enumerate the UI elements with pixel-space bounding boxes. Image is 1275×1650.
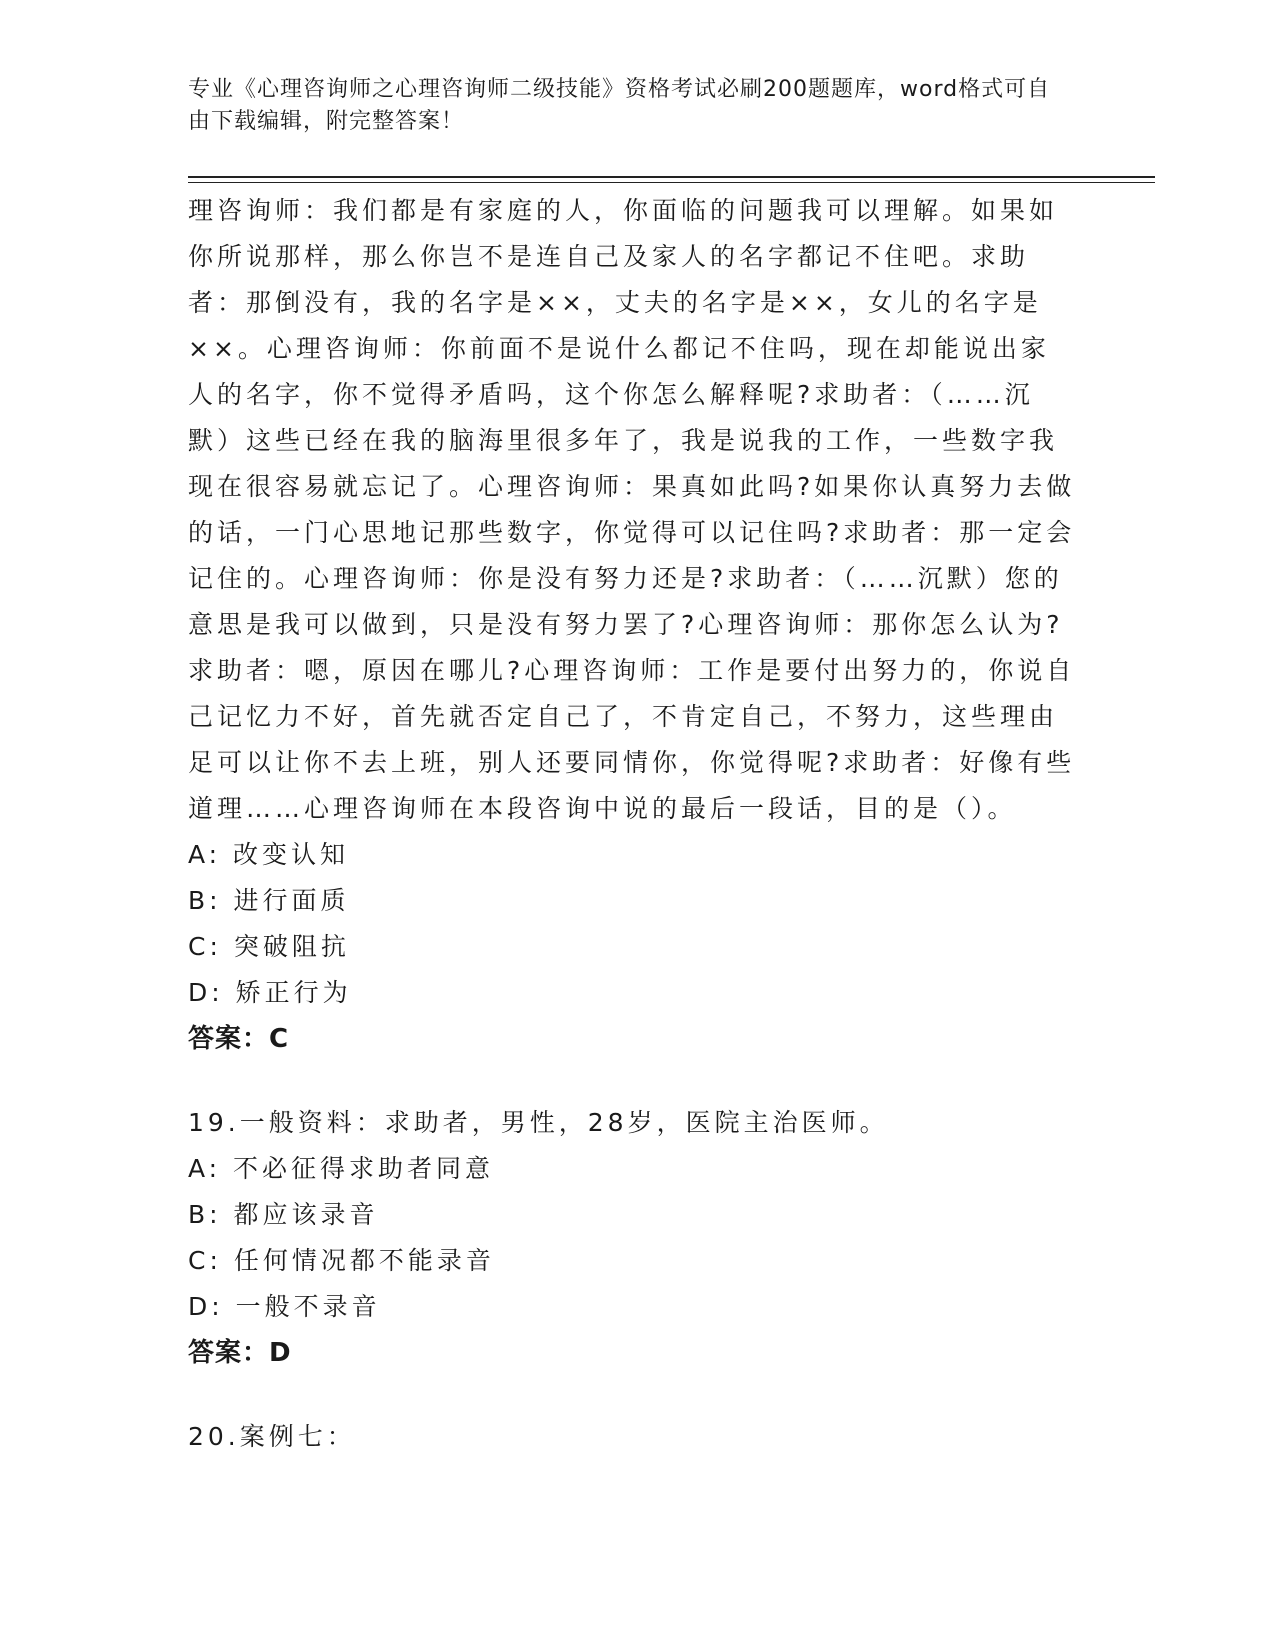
question-20-text: 20.案例七： (188, 1422, 356, 1451)
question-18-option-d: D: 矫正行为 (188, 978, 352, 1007)
header-divider-thick (188, 176, 1155, 178)
section-gap (188, 1376, 1088, 1414)
question-19-option-c: C: 任何情况都不能录音 (188, 1246, 495, 1275)
question-19-text: 19.一般资料：求助者，男性，28岁，医院主治医师。 (188, 1108, 889, 1137)
document-header: 专业《心理咨询师之心理咨询师二级技能》资格考试必刷200题题库，word格式可自由下载编辑，附完整答案！ (188, 77, 1051, 134)
question-18-option-b: B: 进行面质 (188, 886, 350, 915)
question-19-option-d: D: 一般不录音 (188, 1292, 381, 1321)
question-18-option-c: C: 突破阻抗 (188, 932, 350, 961)
question-19-option-a: A: 不必征得求助者同意 (188, 1154, 495, 1183)
header-divider-thin (188, 182, 1155, 183)
document-body (188, 188, 1088, 1460)
question-19-option-b: B: 都应该录音 (188, 1200, 379, 1229)
question-18-text: 理咨询师：我们都是有家庭的人，你面临的问题我可以理解。如果如你所说那样，那么你岂不是连自己及家人的名字都记不住吧。求助者：那倒没有，我的名字是××，丈夫的名字是××，女儿的名字是××。心理咨询师：你前面不是说什么都记不住吗，现在却能说出家人的名字，你不觉得矛盾吗，这个你怎么解释呢?求助者：（……沉默）这些已经在我的脑海里很多年了，我是说我的工作，一些数字我现在很容易就忘记了。心理咨询师：果真如此吗?如果你认真努力去做的话，一门心思地记那些数字，你觉得可以记住吗?求助者：那一定会记住的。心理咨询师：你是没有努力还是?求助者：（……沉默）您的意思是我可以做到，只是没有努力罢了?心理咨询师：那你怎么认为?求助者：嗯，原因在哪儿?心理咨询师：工作是要付出努力的，你说自己记忆力不好，首先就否定自己了，不肯定自己，不努力，这些理由足可以让你不去上班，别人还要同情你，你觉得呢?求助者：好像有些道理……心理咨询师在本段咨询中说的最后一段话，目的是（）。 (188, 196, 1076, 823)
question-19-answer: 答案：D (188, 1338, 292, 1368)
section-gap (188, 1062, 1088, 1100)
question-18-answer: 答案：C (188, 1024, 290, 1054)
question-18-option-a: A: 改变认知 (188, 840, 350, 869)
